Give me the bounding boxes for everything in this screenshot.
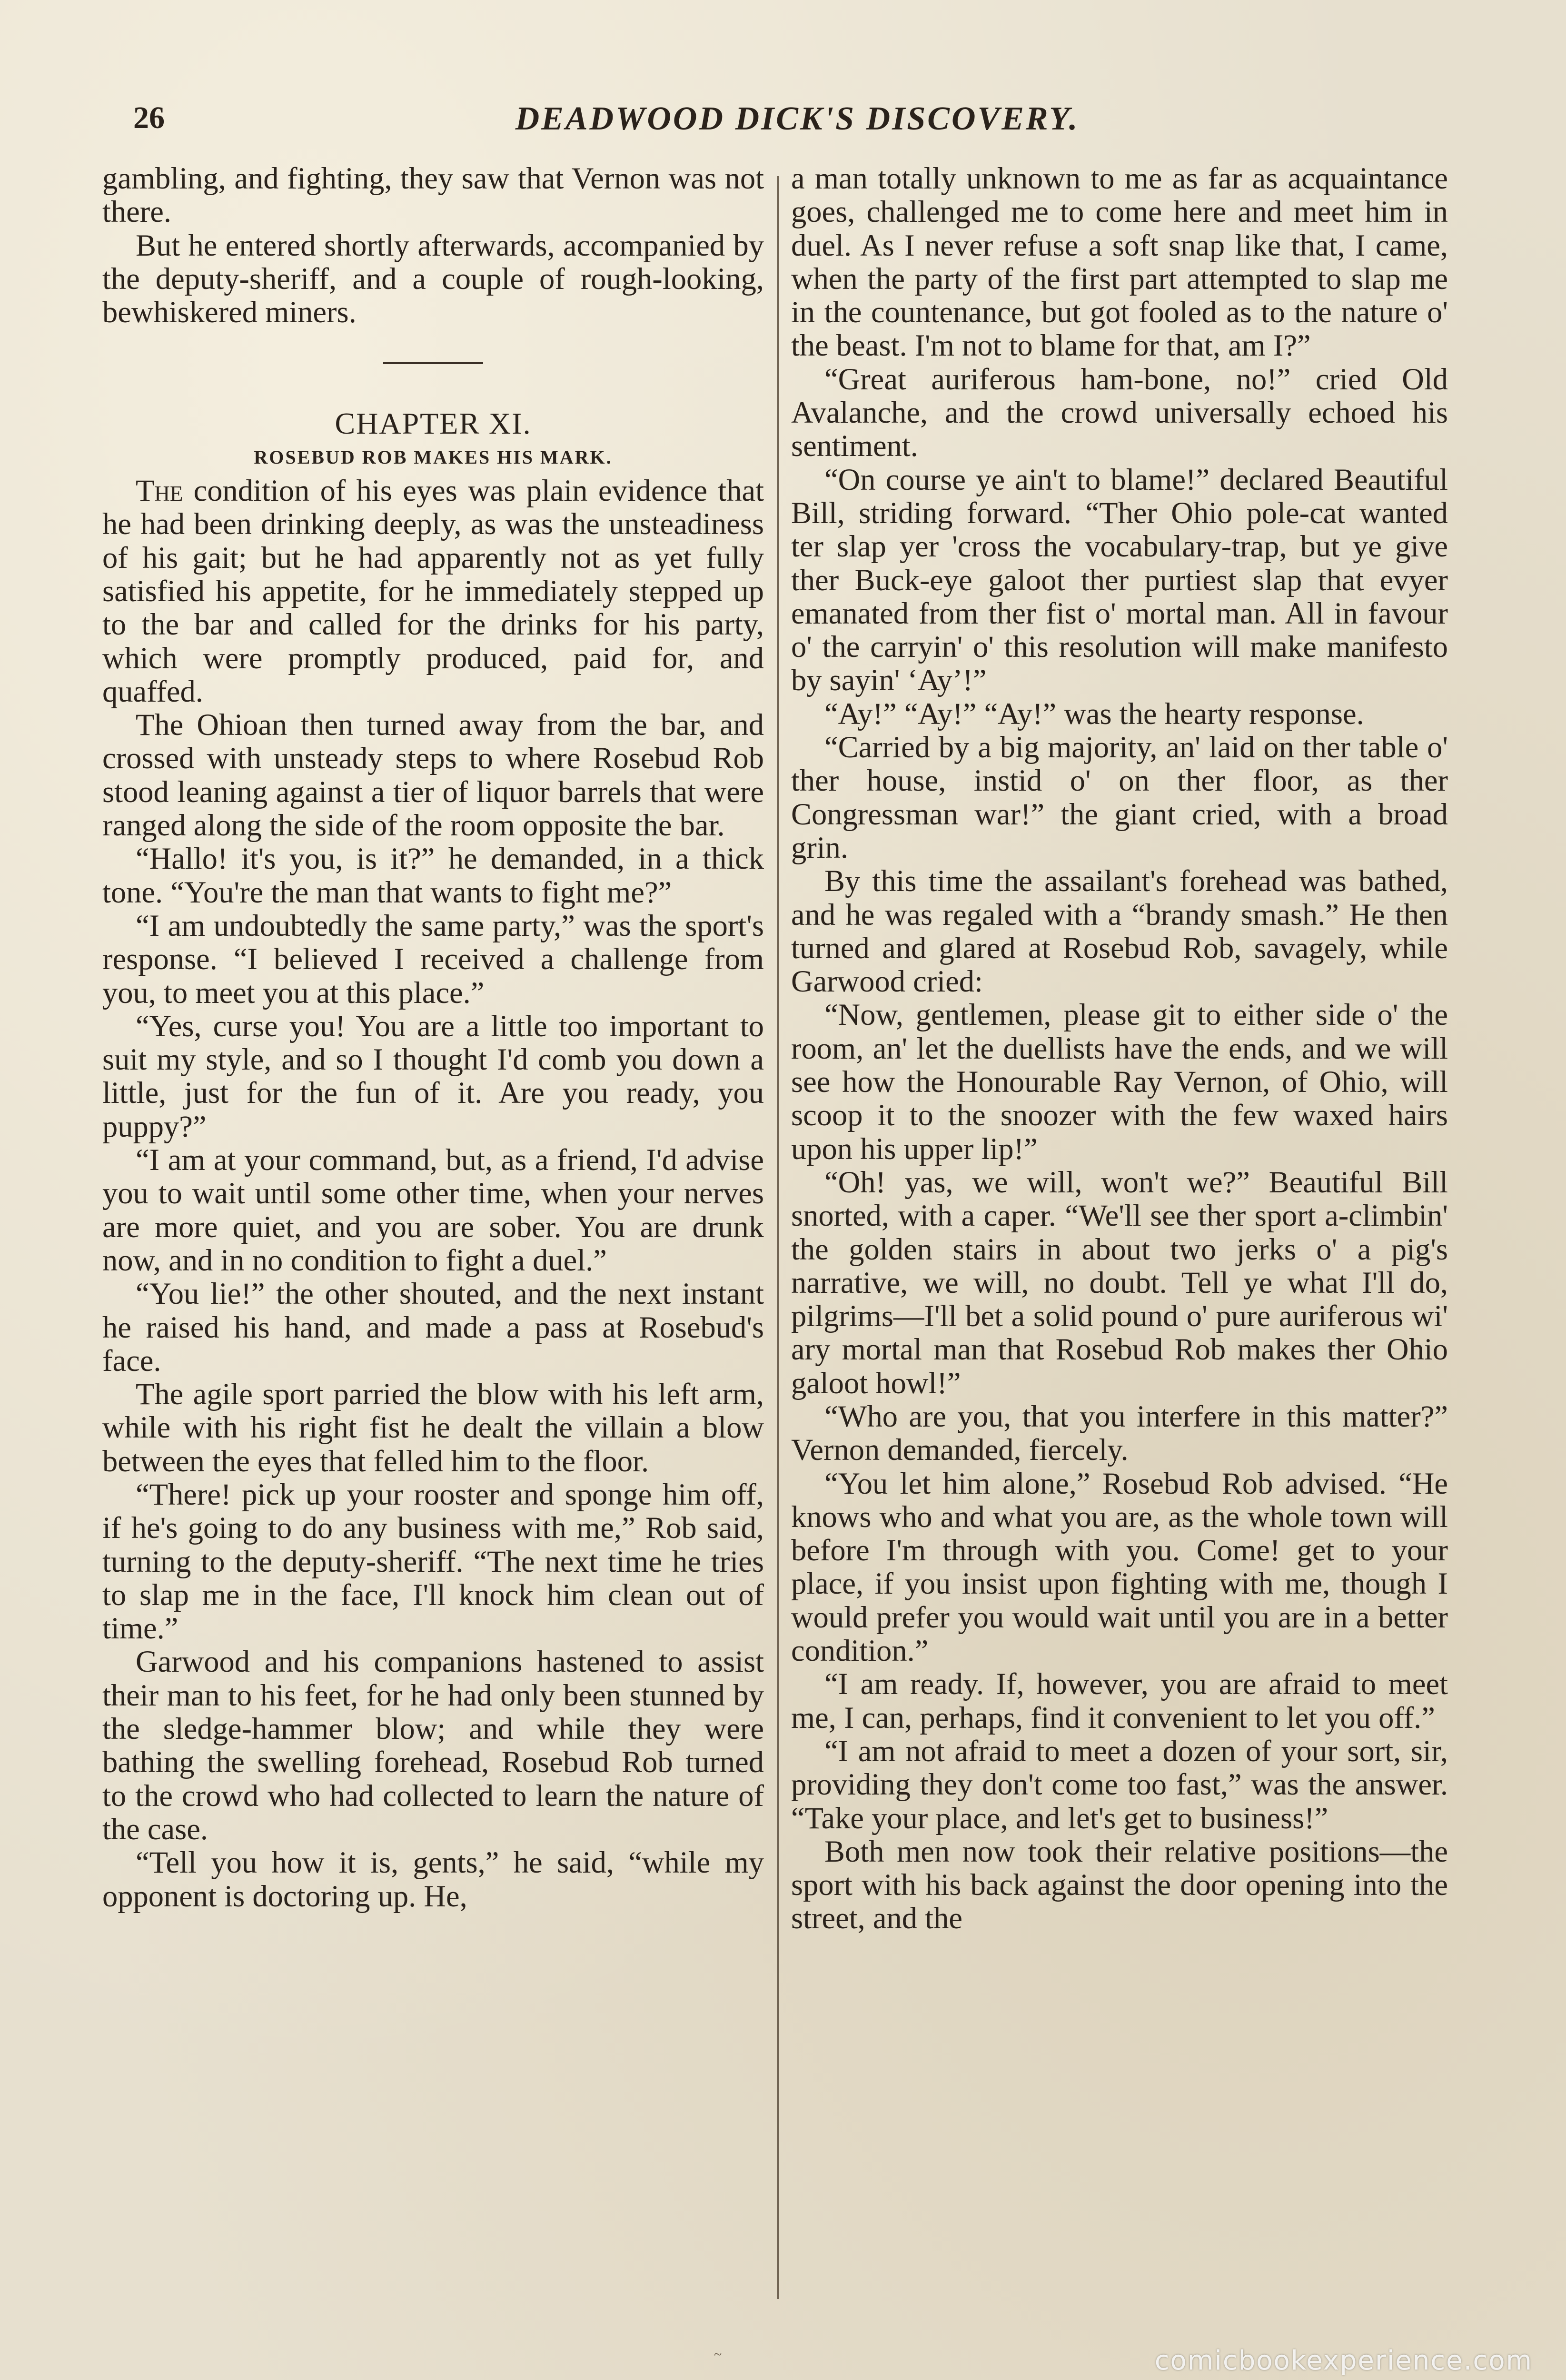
paragraph: “Now, gentlemen, please git to either side o' the room, an' let the duellists have the ends, and we will see how the Honourable Ray Vernon, of Ohio, will scoop it to the snoozer with the few waxed hairs upon his upper lip!”: [791, 998, 1448, 1166]
page-number: 26: [133, 100, 165, 135]
chapter-first-paragraph-text: condition of his eyes was plain evidence that he had been drinking deeply, as was the unsteadiness of his gait; but he had apparently not as yet fully satisfied his appetite, for he immediately stepped up to the bar and called for the drinks for his party, which were promptly produced, paid for, and quaffed.: [102, 474, 764, 708]
paragraph: “Carried by a big majority, an' laid on ther table o' ther house, instid o' on ther floor, as ther Congressman war!” the giant cried, with a broad grin.: [791, 730, 1448, 864]
paragraph: “There! pick up your rooster and sponge him off, if he's going to do any business with me,” Rob said, turning to the deputy-sheriff. “The next time he tries to slap me in the face, I'll knock him clean out of time.”: [102, 1477, 764, 1646]
paragraph: But he entered shortly afterwards, accompanied by the deputy-sheriff, and a couple of rough-looking, bewhiskered miners.: [102, 228, 764, 329]
paragraph: “You let him alone,” Rosebud Rob advised. “He knows who and what you are, as the whole town will before I'm through with you. Come! get to your place, if you insist upon fighting with me, though I would prefer you would wait until you are in a better condition.”: [791, 1466, 1448, 1668]
paragraph: “Yes, curse you! You are a little too important to suit my style, and so I thought I'd comb you down a little, just for the fun of it. Are you ready, you puppy?”: [102, 1009, 764, 1143]
paragraph: The Ohioan then turned away from the bar, and crossed with unsteady steps to where Rosebud Rob stood leaning against a tier of liquor barrels that were ranged along the side of the room opposite the bar.: [102, 708, 764, 843]
paragraph: “Great auriferous ham-bone, no!” cried Old Avalanche, and the crowd universally echoed his sentiment.: [791, 362, 1448, 463]
paragraph: “I am at your command, but, as a friend, I'd advise you to wait until some other time, when your nerves are more quiet, and you are sober. You are drunk now, and in no condition to fight a duel.”: [102, 1143, 764, 1277]
chapter-first-paragraph: [102, 474, 764, 708]
paragraph: Both men now took their relative positions—the sport with his back against the door opening into the street, and the: [791, 1834, 1448, 1935]
chapter-first-word: The: [136, 474, 183, 508]
paragraph: “Tell you how it is, gents,” he said, “while my opponent is doctoring up. He,: [102, 1845, 764, 1913]
paragraph: Garwood and his companions hastened to assist their man to his feet, for he had only been stunned by the sledge-hammer blow; and while they were bathing the swelling forehead, Rosebud Rob turned to the crowd who had collected to learn the nature of the case.: [102, 1645, 764, 1846]
paragraph: a man totally unknown to me as far as acquaintance goes, challenged me to come here and meet him in duel. As I never refuse a soft snap like that, I came, when the party of the first part attempted to slap me in the countenance, but got fooled as to the nature o' the beast. I'm not to blame for that, am I?”: [791, 162, 1448, 363]
right-column: [791, 162, 1448, 2280]
page-header: [133, 100, 1461, 152]
paragraph: “You lie!” the other shouted, and the next instant he raised his hand, and made a pass at Rosebud's face.: [102, 1277, 764, 1378]
running-title: DEADWOOD DICK'S DISCOVERY.: [515, 100, 1080, 137]
watermark: comicbookexperience.com: [1154, 2345, 1533, 2376]
paragraph: “I am not afraid to meet a dozen of your sort, sir, providing they don't come too fast,” was the answer. “Take your place, and let's get to business!”: [791, 1734, 1448, 1835]
paragraph: “I am ready. If, however, you are afraid to meet me, I can, perhaps, find it convenient to let you off.”: [791, 1667, 1448, 1735]
chapter-title: CHAPTER XI.: [335, 407, 532, 441]
paragraph: “I am undoubtedly the same party,” was the sport's response. “I believed I received a challenge from you, to meet you at this place.”: [102, 908, 764, 1010]
paragraph: “On course ye ain't to blame!” declared Beautiful Bill, striding forward. “Ther Ohio pole-cat wanted ter slap yer 'cross the vocabulary-trap, but ye give ther Buck-eye galoot ther purtiest slap that evyer emanated from ther fist o' mortal man. All in favour o' the carryin' o' this resolution will make manifesto by sayin' ‘Ay’!”: [791, 462, 1448, 697]
paragraph: The agile sport parried the blow with his left arm, while with his right fist he dealt the villain a blow between the eyes that felled him to the floor.: [102, 1377, 764, 1478]
column-divider: [777, 176, 779, 2299]
chapter-subtitle: ROSEBUD ROB MAKES HIS MARK.: [254, 446, 613, 468]
paragraph: gambling, and fighting, they saw that Vernon was not there.: [102, 162, 764, 229]
paragraph: “Oh! yas, we will, won't we?” Beautiful Bill snorted, with a caper. “We'll see ther sport a-climbin' the golden stairs in about two jerks o' a pig's narrative, we will, no doubt. Tell ye what I'll do, pilgrims—I'll bet a solid pound o' pure auriferous wi' ary mortal man that Rosebud Rob makes ther Ohio galoot howl!”: [791, 1165, 1448, 1400]
left-column: [102, 162, 764, 2280]
paragraph: By this time the assailant's forehead was bathed, and he was regaled with a “brandy smash.” He then turned and glared at Rosebud Rob, savagely, while Garwood cried:: [791, 864, 1448, 999]
paragraph: “Ay!” “Ay!” “Ay!” was the hearty response.: [824, 696, 1364, 731]
paragraph: “Who are you, that you interfere in this matter?” Vernon demanded, fiercely.: [791, 1399, 1448, 1467]
section-divider: [383, 362, 483, 364]
paragraph: “Hallo! it's you, is it?” he demanded, in a thick tone. “You're the man that wants to fight me?”: [102, 842, 764, 909]
footer-ornament: ~: [714, 2347, 722, 2362]
